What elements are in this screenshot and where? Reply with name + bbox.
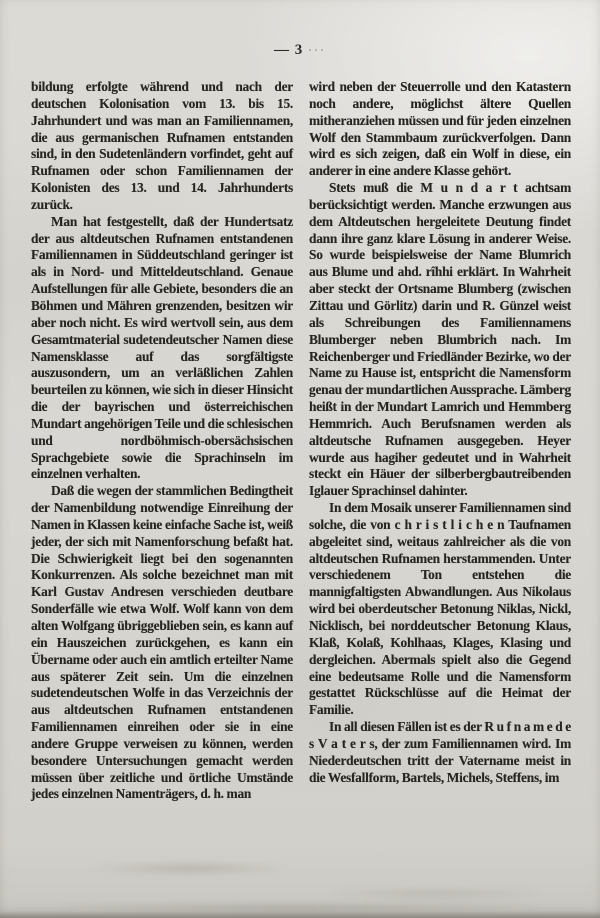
paragraph: In all diesen Fällen ist es der R u f n a m e d e s V a t e r s, der zum Familiennamen wird. Im Niederdeutschen tritt der Vatername meist in die Wesfallform, Bartels, Michels, Steffens, im: [309, 719, 571, 785]
scan-edge-shadow: [0, 911, 600, 918]
scan-smudge: [330, 888, 540, 900]
paragraph: Man hat festgestellt, daß der Hundertsatz der aus altdeutschen Rufnamen entstandenen Familiennamen in Süddeutschland geringer ist als in Nord- und Mitteldeutschland. Genaue Aufstellungen für alle Gebiete, besonders die an Böhmen und Mähren grenzenden, besitzen wir aber noch nicht. Es wird wertvoll sein, aus dem Gesamtmaterial sudetendeutscher Namen diese Namensklasse auf das sorgfältigste auszusondern, um an verläßlichen Zahlen beurteilen zu können, wie sich in dieser Hinsicht die der bayrischen und österreichischen Mundart angehörigen Teile und die schlesischen und nordböhmisch-obersächsischen Sprachgebiete sowie die Sprachinseln im einzelnen verhalten.: [31, 213, 293, 482]
right-column: [309, 79, 571, 803]
paragraph: Daß die wegen der stammlichen Bedingtheit der Namenbildung notwendige Einreihung der Namen in Klassen keine einfache Sache ist, weiß jeder, der sich mit Namenforschung befaßt hat. Die Schwierigkeit liegt bei den sogenannten Konkurrenzen. Als solche bezeichnet man mit Karl Gustav Andresen verschieden deutbare Sonderfälle wie etwa Wolf. Wolf kann von dem alten Wolfgang übriggeblieben sein, es kann auf ein Hauszeichen zurückgehen, es kann ein Übername oder auch ein amtlich erteilter Name aus späterer Zeit sein. Um die einzelnen sudetendeutschen Wolfe in das Verzeichnis der aus altdeutschen Rufnamen entstandenen Familiennamen einreihen oder sie in eine andere Gruppe verweisen zu können, werden besondere Untersuchungen gemacht werden müssen über zeitliche und örtliche Umstände jedes einzelnen Namenträgers, d. h. man: [31, 483, 293, 802]
paragraph: bildung erfolgte während und nach der deutschen Kolonisation vom 13. bis 15. Jahrhundert und was man an Familiennamen, die aus germanischen Rufnamen entstanden sind, in den Sudetenländern vorfindet, geht auf Rufnamen oder schon Familiennamen der Kolonisten des 13. und 14. Jahrhunderts zurück.: [31, 79, 293, 212]
paragraph: In dem Mosaik unserer Familiennamen sind solche, die von c h r i s t l i c h e n Taufnamen abgeleitet sind, weitaus zahlreicher als die von altdeutschen Rufnamen herstammenden. Unter verschiedenem Ton entstehen die mannigfaltigsten Abwandlungen. Aus Nikolaus wird bei oberdeutscher Betonung Niklas, Nickl, Nicklisch, bei norddeutscher Betonung Klaus, Klaß, Kolaß, Kohlhaas, Klages, Klasing und dergleichen. Abermals spielt also die Gegend eine bedeutsame Rolle und die Namensform gestattet Rückschlüsse auf die Heimat der Familie.: [309, 500, 571, 718]
text-columns: [31, 79, 571, 803]
scan-smudge: [95, 862, 285, 875]
left-column: [31, 79, 293, 803]
page-number-dash-right: ···: [307, 43, 326, 57]
page-number-dash-left: —: [273, 42, 290, 58]
paragraph: wird neben der Steuerrolle und den Katastern noch andere, möglichst ältere Quellen mitheranziehen müssen und für jeden einzelnen Wolf den Stammbaum zurückverfolgen. Dann wird es sich zeigen, daß ein Wolf in diese, ein anderer in eine andere Klasse gehört.: [309, 79, 571, 179]
scan-smudge: [60, 903, 540, 913]
page-number-value: 3: [294, 42, 304, 58]
paragraph: Stets muß die M u n d a r t achtsam berücksichtigt werden. Manche erzwungen aus dem Altdeutschen hergeleitete Deutung findet dann ihre ganz klare Lösung in anderer Weise. So wurde beispielsweise der Name Blumrich aus Blume und ahd. rîhhi erklärt. In Wahrheit aber steckt der Ortsname Blumberg (zwischen Zittau und Görlitz) darin und R. Günzel weist als Schreibungen des Familiennamens Blumberger neben Blumbrich nach. Im Reichenberger und Friedländer Bezirke, wo der Name zu Hause ist, entspricht die Namensform genau der mundartlichen Aussprache. Lämberg heißt in der Mundart Lamrich und Hemmberg Hemmrich. Auch Berufsnamen werden als altdeutsche Rufnamen ausgegeben. Heyer wurde aus hagiher gedeutet und in Wahrheit steckt ein Häuer der silberbergbautreibenden Iglauer Sprachinsel dahinter.: [309, 180, 571, 499]
page-number: [0, 42, 600, 59]
